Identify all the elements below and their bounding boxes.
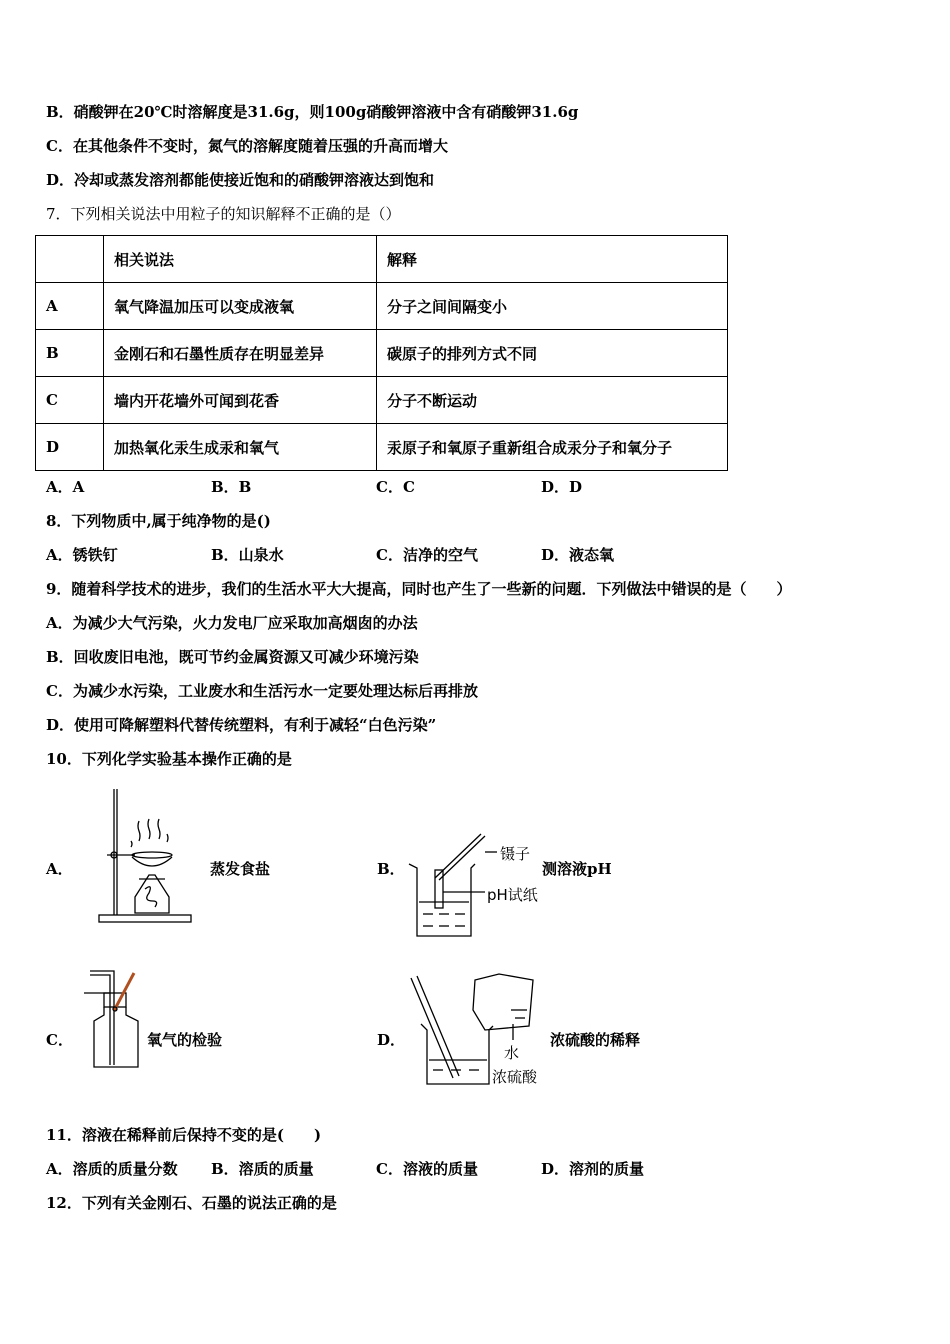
q10-option-a-caption: 蒸发食盐 [210,860,271,878]
q6-option-c: C．在其他条件不变时，氮气的溶解度随着压强的升高而增大 [46,137,448,155]
q10-option-c-letter: C． [46,1031,73,1049]
table-row [36,283,728,330]
q9-stem: 9．随着科学技术的进步，我们的生活水平大大提高，同时也产生了一些新的问题．下列做法中错误的是（ ） [46,580,792,598]
q11-stem: 11．溶液在稀释前后保持不变的是( ) [46,1126,322,1144]
table-cell: 汞原子和氧原子重新组合成汞分子和氧分子 [377,424,728,471]
q10-option-b-letter: B． [377,860,405,878]
q10-option-a-letter: A． [46,860,73,878]
q8-option-a: A．锈铁钉 [46,546,118,564]
table-cell: 分子之间间隔变小 [377,283,728,330]
q9-option-b: B．回收废旧电池，既可节约金属资源又可减少环境污染 [46,648,419,666]
table-cell: 加热氧化汞生成汞和氧气 [104,424,377,471]
table-cell: 分子不断运动 [377,377,728,424]
q9-option-c: C．为减少水污染，工业废水和生活污水一定要处理达标后再排放 [46,682,478,700]
q11-option-d: D．溶剂的质量 [541,1160,645,1178]
q11-option-b: B．溶质的质量 [211,1160,314,1178]
table-header-cell: 解释 [377,236,728,283]
table-cell: 碳原子的排列方式不同 [377,330,728,377]
q7-option-b: B．B [211,478,252,496]
oxygen-test-bottle-icon [80,965,150,1070]
table-cell: 金刚石和石墨性质存在明显差异 [104,330,377,377]
q6-option-b: B．硝酸钾在20℃时溶解度是31.6g，则100g硝酸钾溶液中含有硝酸钾31.6g [46,103,579,121]
q7-option-a: A．A [46,478,85,496]
table-row [36,377,728,424]
q12-stem: 12．下列有关金刚石、石墨的说法正确的是 [46,1194,337,1212]
q7-stem: 7．下列相关说法中用粒子的知识解释不正确的是（） [46,205,401,223]
q8-option-d: D．液态氧 [541,546,615,564]
table-cell: D [36,424,104,471]
q10-stem: 10．下列化学实验基本操作正确的是 [46,750,292,768]
table-row [36,424,728,471]
q10-option-b-caption: 测溶液pH [542,860,612,878]
evaporation-apparatus-icon [95,785,195,925]
q9-option-d: D．使用可降解塑料代替传统塑料，有利于减轻“白色污染” [46,716,437,734]
q11-option-a: A．溶质的质量分数 [46,1160,178,1178]
q7-table [35,235,728,471]
q8-stem: 8．下列物质中,属于纯净物的是() [46,512,271,530]
q8-option-c: C．洁净的空气 [376,546,478,564]
tweezers-label: 镊子 [500,845,531,863]
concentrated-acid-label: 浓硫酸 [492,1068,538,1086]
q7-option-d: D．D [541,478,583,496]
q7-option-c: C．C [376,478,415,496]
table-cell: 氧气降温加压可以变成液氧 [104,283,377,330]
table-header-cell: 相关说法 [104,236,377,283]
table-header-row [36,236,728,283]
water-label: 水 [504,1044,520,1062]
q9-option-a: A．为减少大气污染，火力发电厂应采取加高烟囱的办法 [46,614,418,632]
table-cell: 墙内开花墙外可闻到花香 [104,377,377,424]
q11-option-c: C．溶液的质量 [376,1160,478,1178]
q10-option-d-caption: 浓硫酸的稀释 [550,1031,641,1049]
table-cell: C [36,377,104,424]
table-header-cell [36,236,104,283]
q8-option-b: B．山泉水 [211,546,284,564]
table-cell: A [36,283,104,330]
q10-option-d-letter: D． [377,1031,406,1049]
table-row [36,330,728,377]
table-cell: B [36,330,104,377]
ph-paper-label: pH试纸 [487,886,538,904]
q10-option-c-caption: 氧气的检验 [147,1031,223,1049]
q6-option-d: D．冷却或蒸发溶剂都能使接近饱和的硝酸钾溶液达到饱和 [46,171,435,189]
